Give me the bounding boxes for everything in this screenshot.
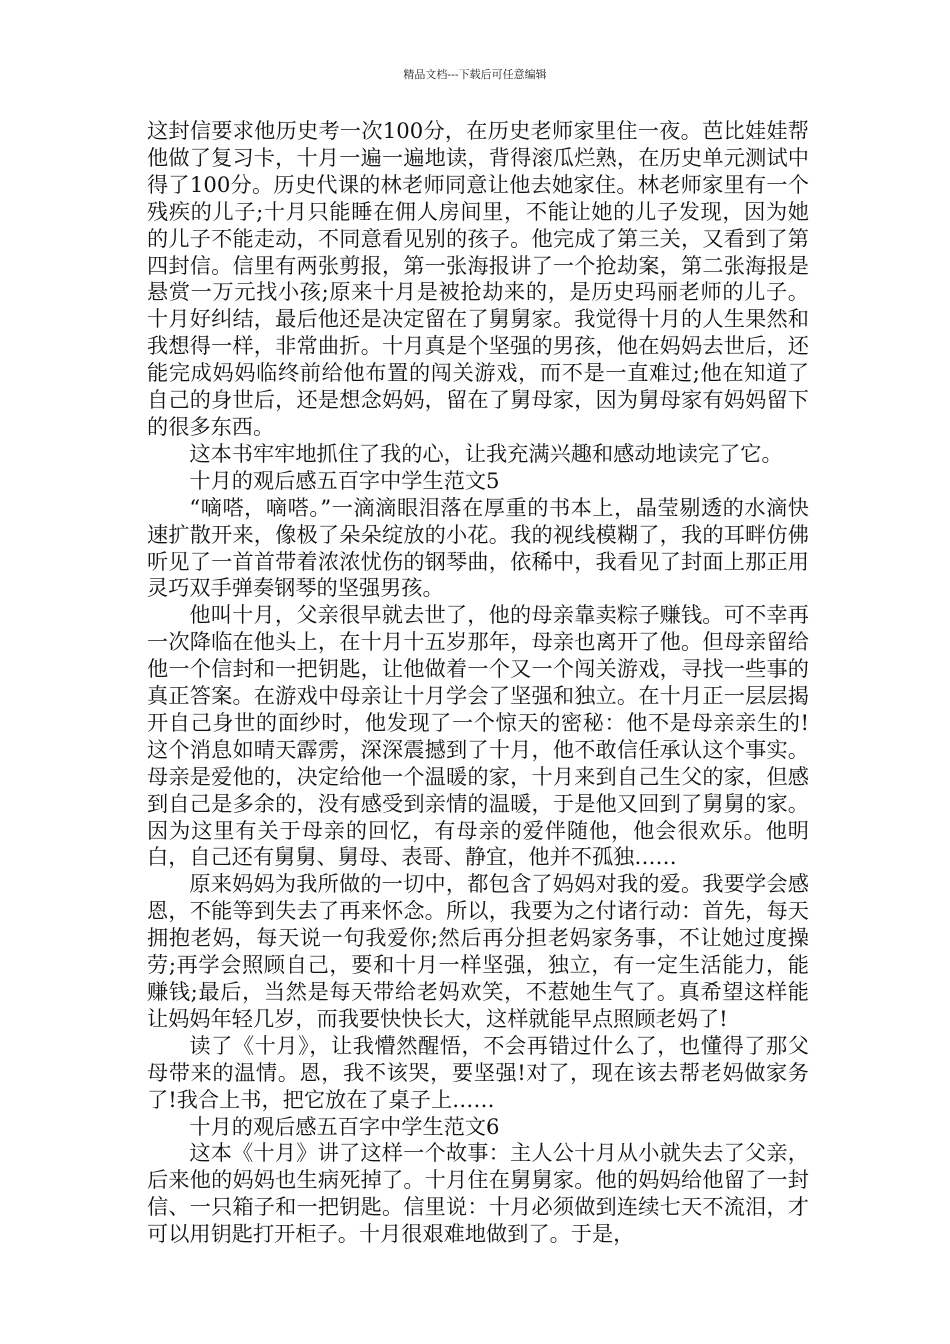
section-heading: 十月的观后感五百字中学生范文6	[189, 1113, 500, 1139]
paragraph: 读了《十月》，让我懵然醒悟，不会再错过什么了，也懂得了那父母带来的温情。恩，我不该哭，要坚强!对了，现在该去帮老妈做家务了!我合上书，把它放在了桌子上……	[147, 1032, 809, 1112]
paragraph: “嘀嗒，嘀嗒。”一滴滴眼泪落在厚重的书本上，晶莹剔透的水滴快速扩散开来，像极了朵朵绽放的小花。我的视线模糊了，我的耳畔仿佛听见了一首首带着浓浓忧伤的钢琴曲，依稀中，我看见了封面上那正用灵巧双手弹奏钢琴的坚强男孩。	[147, 494, 809, 601]
paragraph: 他叫十月，父亲很早就去世了，他的母亲靠卖粽子赚钱。可不幸再一次降临在他头上，在十月十五岁那年，母亲也离开了他。但母亲留给他一个信封和一把钥匙，让他做着一个又一个闯关游戏，寻找一些事的真正答案。在游戏中母亲让十月学会了坚强和独立。在十月正一层层揭开自己身世的面纱时，他发现了一个惊天的密秘：他不是母亲亲生的!这个消息如晴天霹雳，深深震撼到了十月，他不敢信任承认这个事实。母亲是爱他的，决定给他一个温暖的家，十月来到自己生父的家，但感到自己是多余的，没有感受到亲情的温暖，于是他又回到了舅舅的家。因为这里有关于母亲的回忆，有母亲的爱伴随他，他会很欢乐。他明白，自己还有舅舅、舅母、表哥、静宜，他并不孤独……	[147, 602, 809, 870]
paragraph: 原来妈妈为我所做的一切中，都包含了妈妈对我的爱。我要学会感恩，不能等到失去了再来怀念。所以，我要为之付诸行动：首先，每天拥抱老妈，每天说一句我爱你;然后再分担老妈家务事，不让她过度操劳;再学会照顾自己，要和十月一样坚强，独立，有一定生活能力，能赚钱;最后，当然是每天带给老妈欢笑，不惹她生气了。真希望这样能让妈妈年轻几岁，而我要快快长大，这样就能早点照顾老妈了!	[147, 871, 809, 1031]
section-heading: 十月的观后感五百字中学生范文5	[189, 467, 500, 493]
page-header: 精品文档---下载后可任意编辑	[403, 68, 547, 81]
paragraph: 这封信要求他历史考一次100分，在历史老师家里住一夜。芭比娃娃帮他做了复习卡，十月一遍一遍地读，背得滚瓜烂熟，在历史单元测试中得了100分。历史代课的林老师同意让他去她家住。林老师家里有一个残疾的儿子;十月只能睡在佣人房间里，不能让她的儿子发现，因为她的儿子不能走动，不同意看见别的孩子。他完成了第三关，又看到了第四封信。信里有两张剪报，第一张海报讲了一个抢劫案，第二张海报是悬赏一万元找小孩;原来十月是被抢劫来的，是历史玛丽老师的儿子。十月好纠结，最后他还是决定留在了舅舅家。我觉得十月的人生果然和我想得一样，非常曲折。十月真是个坚强的男孩，他在妈妈去世后，还能完成妈妈临终前给他布置的闯关游戏，而不是一直难过;他在知道了自己的身世后，还是想念妈妈，留在了舅母家，因为舅母家有妈妈留下的很多东西。	[147, 118, 809, 439]
paragraph: 这本《十月》讲了这样一个故事：主人公十月从小就失去了父亲，后来他的妈妈也生病死掉了。十月住在舅舅家。他的妈妈给他留了一封信、一只箱子和一把钥匙。信里说：十月必须做到连续七天不流泪，才可以用钥匙打开柜子。十月很艰难地做到了。于是，	[147, 1140, 809, 1247]
paragraph: 这本书牢牢地抓住了我的心，让我充满兴趣和感动地读完了它。	[189, 440, 783, 466]
document-body	[147, 118, 809, 1248]
